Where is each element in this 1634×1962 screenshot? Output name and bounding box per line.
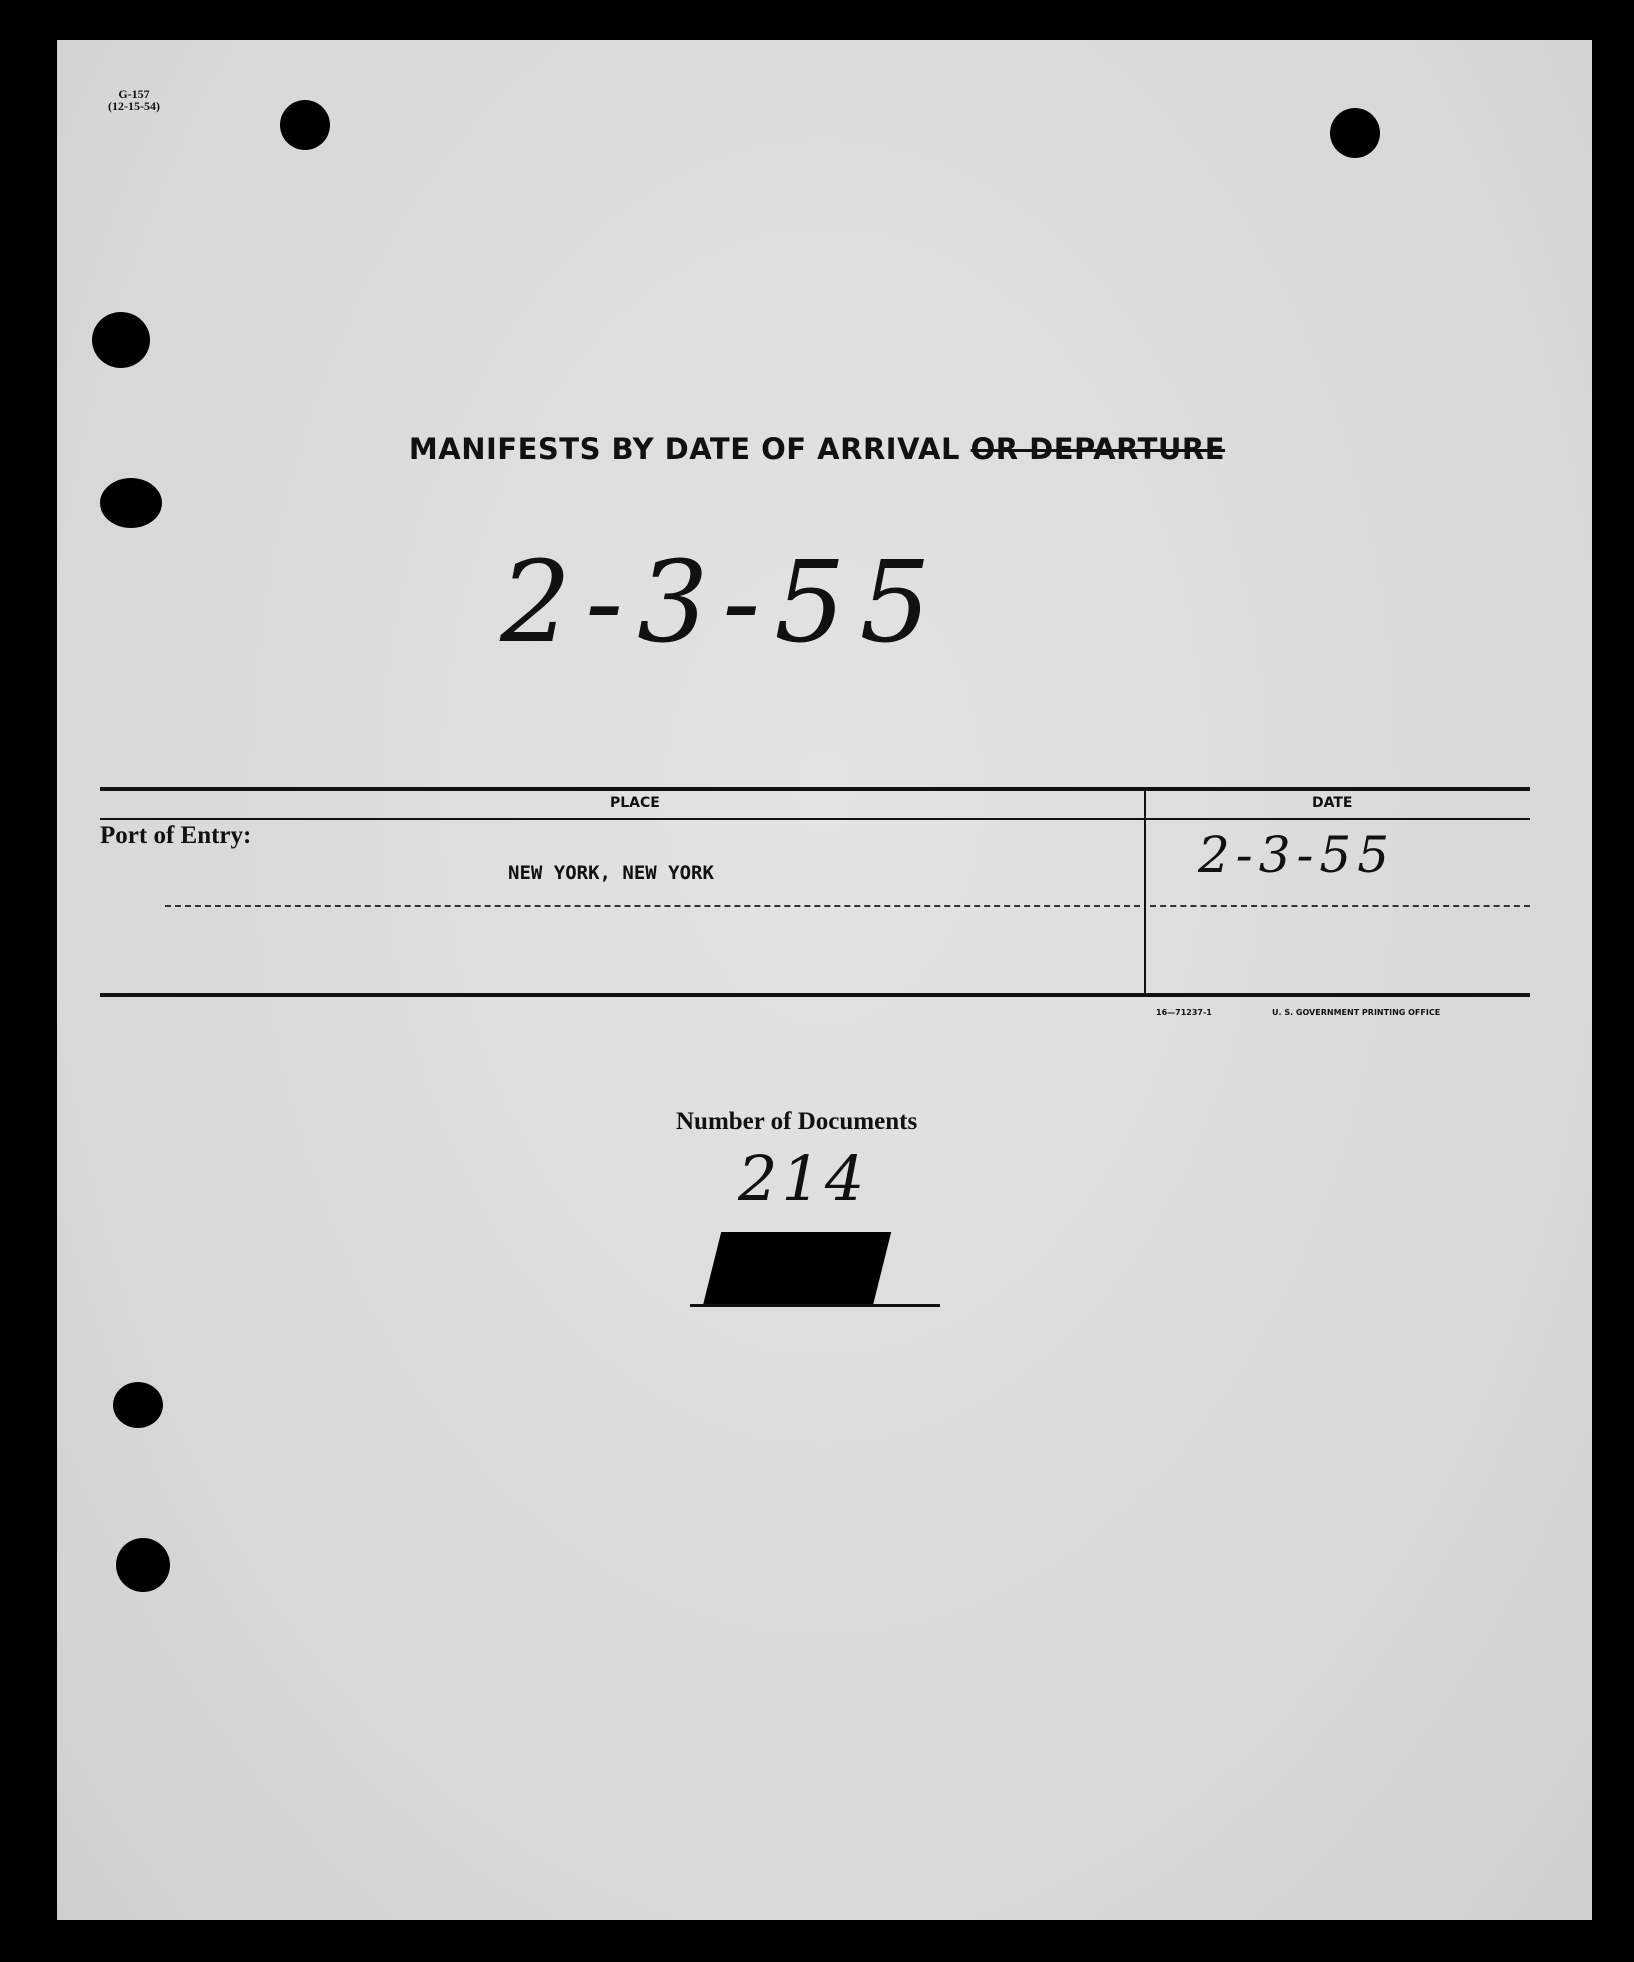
- documents-count: 214: [738, 1142, 869, 1215]
- punch-hole: [92, 312, 150, 368]
- table-top-rule: [100, 787, 1530, 791]
- date-header: DATE: [1312, 795, 1353, 811]
- port-of-entry-value: NEW YORK, NEW YORK: [508, 862, 714, 884]
- column-divider: [1144, 789, 1146, 995]
- document-page: [57, 40, 1592, 1920]
- punch-hole: [100, 478, 162, 528]
- header-rule: [100, 818, 1530, 820]
- punch-hole: [113, 1382, 163, 1428]
- place-header: PLACE: [610, 795, 660, 811]
- title-text: MANIFESTS BY DATE OF ARRIVAL: [408, 432, 971, 466]
- title-struck-text: OR DEPARTURE: [970, 432, 1226, 466]
- port-of-entry-label: Port of Entry:: [100, 822, 252, 849]
- handwritten-date: 2-3-55: [500, 538, 945, 668]
- page-title: [0, 432, 1634, 466]
- printer-credit: U. S. GOVERNMENT PRINTING OFFICE: [1272, 1008, 1441, 1017]
- form-revision: (12-15-54): [108, 99, 160, 113]
- table-bottom-rule: [100, 993, 1530, 997]
- punch-hole: [280, 100, 330, 150]
- punch-hole: [1330, 108, 1380, 158]
- redaction-block: [703, 1232, 891, 1306]
- documents-label: Number of Documents: [676, 1108, 918, 1135]
- print-code: 16—71237-1: [1156, 1008, 1212, 1017]
- punch-hole: [116, 1538, 170, 1592]
- place-value-rule: [165, 905, 1140, 907]
- form-number: G-157: [118, 87, 150, 101]
- date-value-rule: [1150, 905, 1530, 907]
- form-code: [108, 88, 160, 112]
- documents-underline: [690, 1304, 940, 1307]
- handwritten-entry-date: 2-3-55: [1198, 826, 1396, 884]
